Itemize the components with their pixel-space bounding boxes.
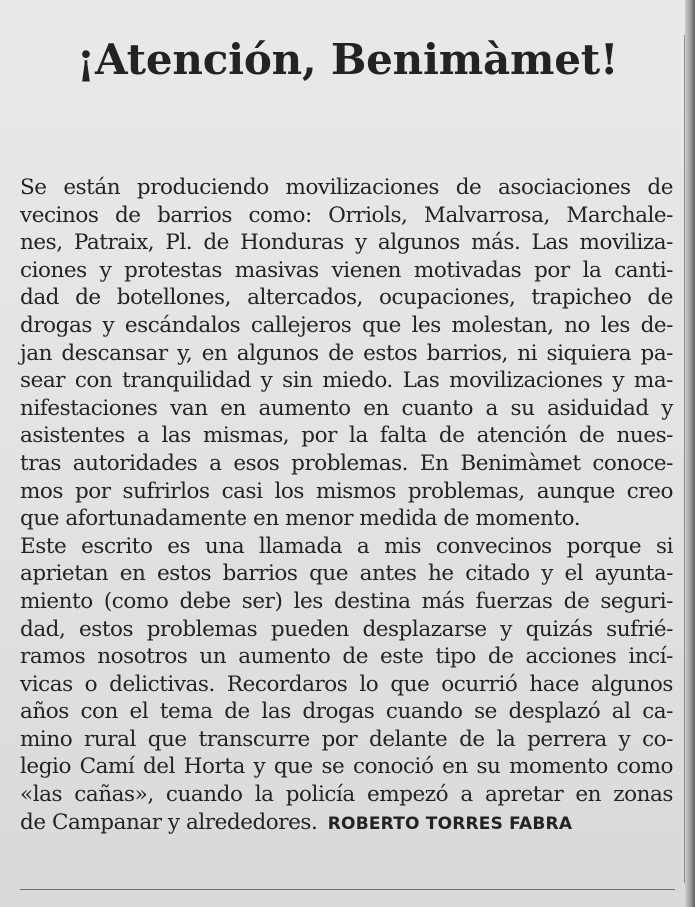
article-line-8: sear con tranquilidad y sin miedo. Las movilizaciones y ma- [20,368,673,394]
article-line-22: legio Camí del Horta y que se conoció en su momento como [20,754,673,780]
article-line-16: miento (como debe ser) les destina más fuerzas de seguri- [20,588,673,614]
article-line-24 [20,809,673,839]
article-line-17: dad, estos problemas pueden desplazarse y quizás sufrié- [20,616,673,642]
article-title: ¡Atención, Benimàmet! [76,35,619,84]
article-line-11: tras autoridades a esos problemas. En Benimàmet conoce- [20,450,673,476]
article-line-5: dad de botellones, altercados, ocupaciones, trapicheo de [20,285,673,311]
article-line-3: nes, Patraix, Pl. de Honduras y algunos más. Las moviliza- [20,230,673,256]
article-line-1: Se están produciendo movilizaciones de asociaciones de [20,175,673,200]
article-line-24-text: de Campanar y alrededores. [20,809,318,835]
article-line-7: jan descansar y, en algunos de estos barrios, ni siquiera pa- [20,340,673,366]
article-line-19: vicas o delictivas. Recordaros lo que ocurrió hace algunos [20,671,673,697]
bottom-rule [20,889,675,890]
article-body [20,174,673,838]
article-line-18: ramos nosotros un aumento de este tipo de acciones incí- [20,644,673,670]
article-line-15: aprietan en estos barrios que antes he citado y el ayunta- [20,561,673,587]
article-author: ROBERTO TORRES FABRA [327,813,573,834]
article-line-14: Este escrito es una llamada a mis convecinos porque si [20,533,673,559]
article-line-2: vecinos de barrios como: Orriols, Malvarrosa, Marchale- [20,202,673,228]
article-line-4: ciones y protestas masivas vienen motivadas por la canti- [20,257,673,283]
article-line-10: asistentes a las mismas, por la falta de atención de nues- [20,423,673,449]
article-line-13: que afortunadamente en menor medida de momento. [20,506,581,532]
article-line-12: mos por sufrirlos casi los mismos problemas, aunque creo [20,478,673,504]
article-line-23: «las cañas», cuando la policía empezó a apretar en zonas [20,782,673,808]
article-line-20: años con el tema de las drogas cuando se desplazó al ca- [20,699,673,725]
article-line-6: drogas y escándalos callejeros que les molestan, no les de- [20,312,673,338]
article-line-21: mino rural que transcurre por delante de la perrera y co- [20,726,673,752]
article-line-9: nifestaciones van en aumento en cuanto a su asiduidad y [20,395,673,421]
page-edge-shadow [685,0,695,907]
column-rule-right [684,35,685,883]
